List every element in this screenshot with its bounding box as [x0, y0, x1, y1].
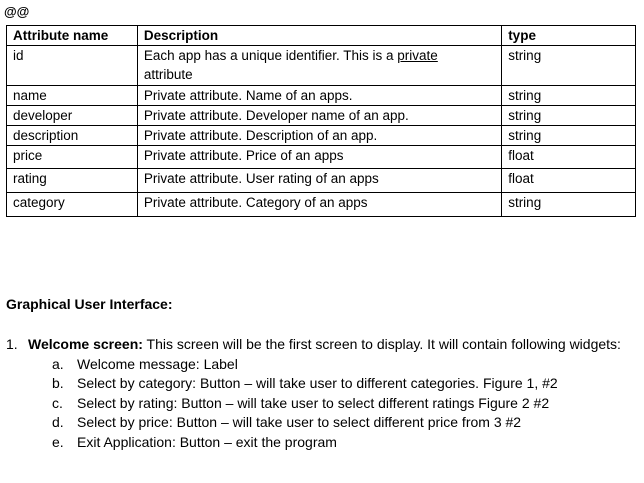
table-row — [7, 106, 636, 126]
attr-type-cell: string — [502, 126, 636, 146]
sub-item-letter: e. — [52, 433, 64, 450]
item-number: 1. — [6, 336, 18, 352]
sub-item-text: Select by category: Button – will take user to different categories. Figure 1, #2 — [77, 375, 558, 391]
sub-item-text: Exit Application: Button – exit the program — [77, 433, 337, 450]
list-item — [6, 335, 636, 355]
desc-text: Each app has a unique identifier. This is a — [143, 48, 398, 63]
attr-desc-cell: Private attribute. Name of an apps. — [137, 86, 501, 106]
sub-list-item — [6, 374, 636, 394]
attr-type-cell: string — [502, 86, 636, 106]
sub-list-item — [6, 355, 636, 375]
sub-item-letter: d. — [52, 414, 64, 430]
table-row — [7, 193, 636, 217]
sub-item-text: Select by rating: Button – will take user to select different ratings Figure 2 #2 — [77, 394, 550, 411]
attr-name-cell: price — [7, 146, 138, 169]
desc-text-line2: attribute — [143, 67, 193, 82]
attribute-table — [6, 25, 636, 217]
attr-desc-cell: Private attribute. Price of an apps — [137, 146, 501, 169]
desc-underlined-text: private — [397, 48, 438, 63]
attr-name-cell: rating — [7, 169, 138, 193]
sub-list-item — [6, 433, 636, 453]
item-title: Welcome screen: — [28, 336, 143, 352]
table-row — [7, 46, 636, 86]
attr-desc-cell: Private attribute. User rating of an apps — [137, 169, 501, 193]
attr-type-cell: string — [502, 106, 636, 126]
attr-name-cell: id — [7, 46, 138, 86]
attr-type-cell: string — [502, 193, 636, 217]
sub-list-item — [6, 394, 636, 414]
attr-desc-cell: Private attribute. Developer name of an app. — [137, 106, 501, 126]
header-type: type — [502, 26, 636, 46]
attr-name-cell: description — [7, 126, 138, 146]
gui-list — [6, 335, 636, 452]
table-row — [7, 169, 636, 193]
sub-item-text: Select by price: Button – will take user to select different price from 3 #2 — [77, 414, 522, 430]
header-description: Description — [137, 26, 501, 46]
sub-list — [6, 355, 636, 453]
attr-desc-cell: Private attribute. Description of an app. — [137, 126, 501, 146]
table-row — [7, 86, 636, 106]
sub-item-text: Welcome message: Label — [77, 355, 238, 372]
attr-desc-cell: Private attribute. Category of an apps — [137, 193, 501, 217]
item-text: This screen will be the first screen to display. It will contain following widgets: — [142, 336, 621, 352]
attr-name-cell: name — [7, 86, 138, 106]
sub-list-item — [6, 413, 636, 433]
attr-desc-cell — [137, 46, 501, 86]
attr-type-cell: float — [502, 169, 636, 193]
sub-item-letter: b. — [52, 375, 64, 391]
sub-item-letter: a. — [52, 355, 64, 372]
section-marker: @@ — [4, 4, 30, 19]
table-row — [7, 126, 636, 146]
table-header-row — [7, 26, 636, 46]
sub-item-letter: c. — [52, 394, 63, 411]
table-row — [7, 146, 636, 169]
attr-type-cell: string — [502, 46, 636, 86]
attr-type-cell: float — [502, 146, 636, 169]
header-attribute-name: Attribute name — [7, 26, 138, 46]
attr-name-cell: category — [7, 193, 138, 217]
gui-heading: Graphical User Interface: — [6, 296, 173, 312]
attr-name-cell: developer — [7, 106, 138, 126]
